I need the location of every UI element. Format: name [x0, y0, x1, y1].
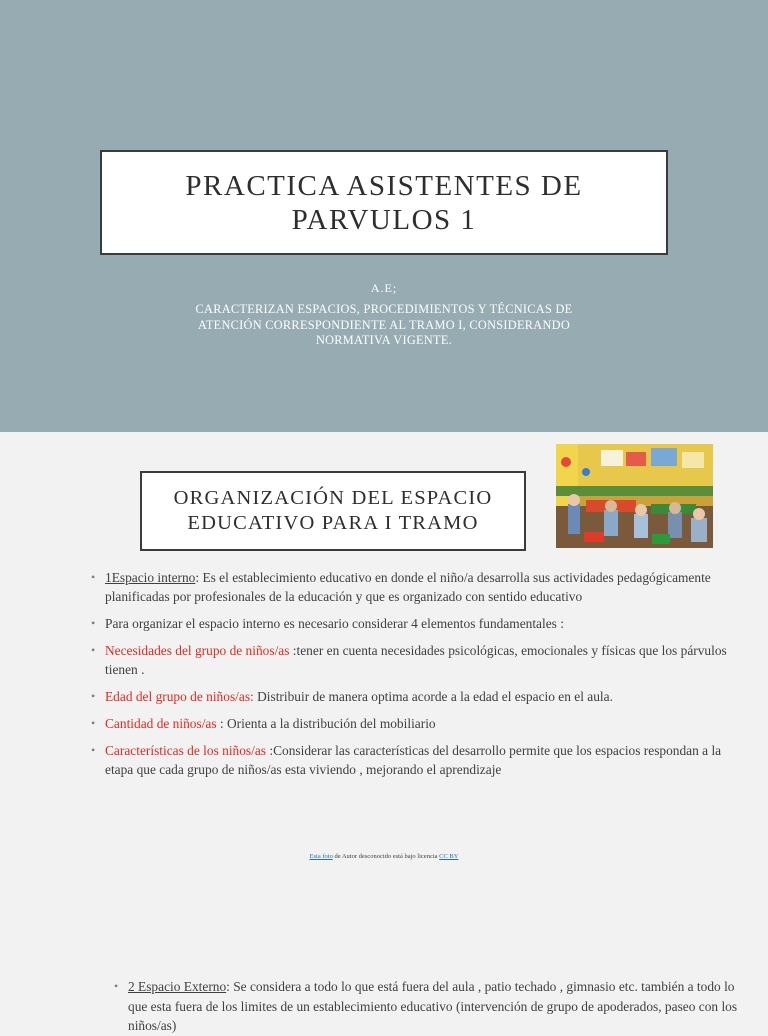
- classroom-photo: [556, 444, 713, 548]
- bullet-list: [91, 568, 751, 787]
- bullet-label: Edad del grupo de niños/as:: [105, 689, 254, 704]
- bullet-text: :Considerar las características del desarrollo permite que los espacios respondan a la etapa que cada grupo de niños/as esta viviendo , mejorando el aprendizaje: [105, 743, 722, 777]
- ae-description: CARACTERIZAN ESPACIOS, PROCEDIMIENTOS Y TÉCNICAS DE ATENCIÓN CORRESPONDIENTE AL TRAMO I, CONSIDERANDO NORMATIVA VIGENTE.: [195, 302, 573, 347]
- list-item: [91, 714, 751, 733]
- slide-2: [0, 432, 768, 1033]
- bullet-text: : Es el establecimiento educativo en donde el niño/a desarrolla sus actividades pedagógicamente planificadas por profesionales de la educación y que es organizado con sentido educativo: [105, 570, 711, 604]
- list-item: [91, 687, 751, 706]
- credit-text: de Autor desconocido está bajo licencia: [332, 853, 440, 860]
- bullet-label: Necesidades del grupo de niños/as: [105, 643, 290, 658]
- list-item: [91, 741, 751, 779]
- bullet-text: : Orienta a la distribución del mobiliario: [216, 716, 436, 731]
- bullet-label: 1Espacio interno: [105, 570, 196, 585]
- bullet-label: 2 Espacio Externo: [128, 979, 227, 994]
- license-link[interactable]: CC BY: [439, 853, 459, 860]
- list-item: [91, 568, 751, 606]
- photo-link[interactable]: Esta foto: [309, 853, 333, 860]
- list-item: [91, 641, 751, 679]
- bullet-list-external: [114, 977, 754, 1036]
- ae-label: A.E;: [370, 281, 398, 295]
- list-item: [91, 614, 751, 633]
- slide-2-title-box: [140, 471, 526, 551]
- bullet-text: Distribuir de manera optima acorde a la edad el espacio en el aula.: [253, 689, 613, 704]
- photo-credit: [0, 853, 768, 860]
- slide-1-title: PRACTICA ASISTENTES DE PARVULOS 1: [185, 169, 583, 236]
- slide-2-title: ORGANIZACIÓN DEL ESPACIO EDUCATIVO PARA I TRAMO: [173, 487, 493, 534]
- title-box: [100, 150, 668, 255]
- classroom-photo-image: [556, 444, 713, 548]
- bullet-text: Para organizar el espacio interno es necesario considerar 4 elementos fundamentales :: [105, 616, 564, 631]
- bullet-text: :tener en cuenta necesidades psicológicas, emocionales y físicas que los párvulos tienen .: [105, 643, 727, 677]
- bullet-label: Cantidad de niños/as: [105, 716, 217, 731]
- bullet-label: Características de los niños/as: [105, 743, 267, 758]
- bullet-text: : Se considera a todo lo que está fuera del aula , patio techado , gimnasio etc. también a todo lo que esta fuera de los limites de un establecimiento educativo (intervención de grupo de apoderados, paseo con los niños/as): [128, 979, 738, 1033]
- slide-1: [0, 0, 768, 432]
- list-item: [114, 977, 754, 1036]
